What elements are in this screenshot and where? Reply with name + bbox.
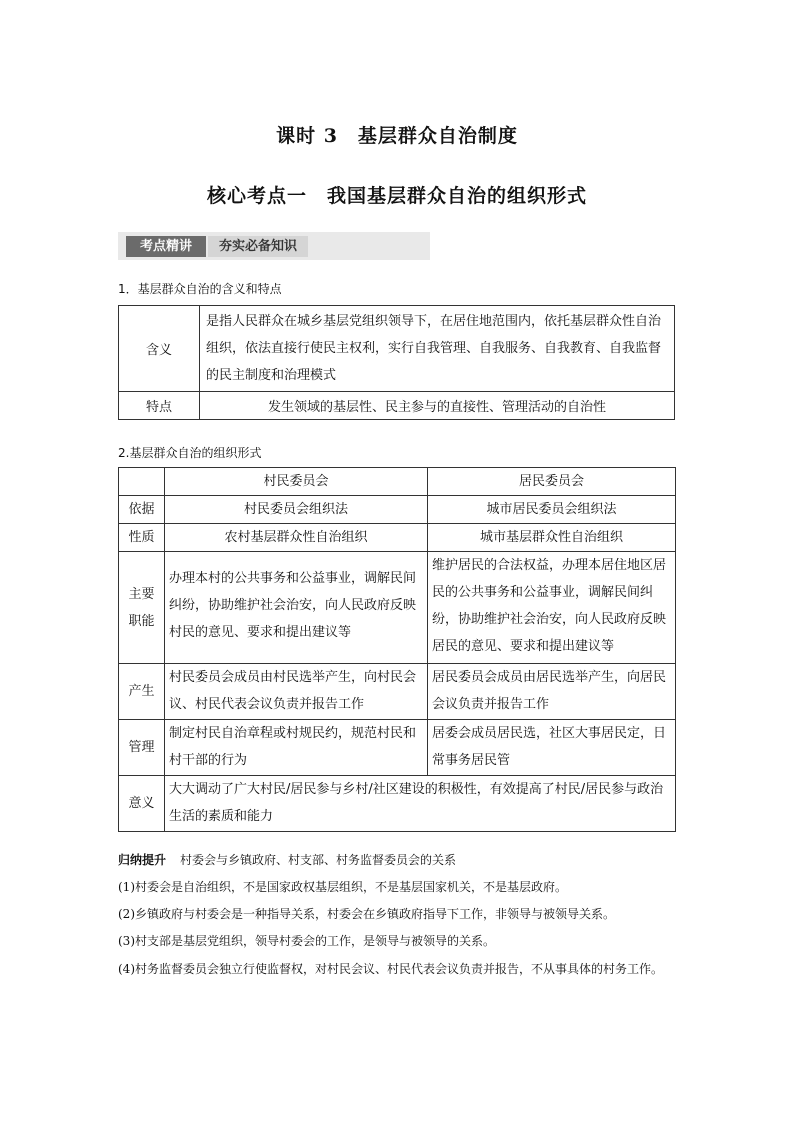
point-title: 核心考点一 我国基层群众自治的组织形式 — [206, 185, 587, 207]
cell: 维护居民的合法权益，办理本居住地区居民的公共事务和公益事业，调解民间纠纷，协助维护社会治安，向人民政府反映居民的意见、要求和提出建议等 — [428, 552, 676, 664]
row-label: 管理 — [119, 720, 165, 776]
row-label: 特点 — [119, 392, 200, 420]
row-label: 性质 — [119, 524, 165, 552]
summary-label: 归纳提升 — [118, 853, 167, 867]
cell: 制定村民自治章程或村规民约，规范村民和村干部的行为 — [165, 720, 428, 776]
table-row — [119, 524, 676, 552]
row-label: 产生 — [119, 664, 165, 720]
summary-item: (2)乡镇政府与村委会是一种指导关系，村委会在乡镇政府指导下工作，非领导与被领导关系。 — [118, 907, 616, 921]
summary-item: (3)村支部是基层党组织，领导村委会的工作，是领导与被领导的关系。 — [118, 934, 496, 948]
cell: 村民委员会组织法 — [165, 496, 428, 524]
tag-hangshi: 夯实必备知识 — [208, 236, 308, 257]
cell: 居委会成员居民选，社区大事居民定，日常事务居民管 — [428, 720, 676, 776]
table-row — [119, 664, 676, 720]
corner-cell — [119, 468, 165, 496]
tag-kaodian: 考点精讲 — [126, 236, 206, 257]
section1-heading: 1．基层群众自治的含义和特点 — [118, 282, 282, 296]
section2-heading: 2.基层群众自治的组织形式 — [118, 446, 262, 460]
row-label: 依据 — [119, 496, 165, 524]
cell: 城市基层群众性自治组织 — [428, 524, 676, 552]
cell: 办理本村的公共事务和公益事业，调解民间纠纷，协助维护社会治安，向人民政府反映村民的意见、要求和提出建议等 — [165, 552, 428, 664]
summary-item: (4)村务监督委员会独立行使监督权，对村民会议、村民代表会议负责并报告，不从事具体的村务工作。 — [118, 962, 664, 976]
row-label: 意义 — [119, 776, 165, 832]
table-row — [119, 720, 676, 776]
table-row — [119, 552, 676, 664]
table-row — [119, 776, 676, 832]
row-label: 主要职能 — [119, 552, 165, 664]
lesson-title: 课时 3 基层群众自治制度 — [276, 125, 518, 147]
row-content: 是指人民群众在城乡基层党组织领导下，在居住地范围内，依托基层群众性自治组织，依法直接行使民主权利，实行自我管理、自我服务、自我教育、自我监督的民主制度和治理模式 — [200, 306, 675, 392]
section-tag-bar — [118, 232, 430, 260]
cell: 居民委员会成员由居民选举产生，向居民会议负责并报告工作 — [428, 664, 676, 720]
table-row — [119, 496, 676, 524]
table-row — [119, 306, 675, 392]
column-header: 居民委员会 — [428, 468, 676, 496]
row-content: 发生领域的基层性、民主参与的直接性、管理活动的自治性 — [200, 392, 675, 420]
summary-title — [118, 847, 680, 873]
row-label: 含义 — [119, 306, 200, 392]
summary-item: (1)村委会是自治组织，不是国家政权基层组织，不是基层国家机关，不是基层政府。 — [118, 880, 568, 894]
cell: 城市居民委员会组织法 — [428, 496, 676, 524]
merged-cell: 大大调动了广大村民/居民参与乡村/社区建设的积极性，有效提高了村民/居民参与政治生活的素质和能力 — [165, 776, 676, 832]
table-header-row — [119, 468, 676, 496]
table-row — [119, 392, 675, 420]
organization-forms-table — [118, 467, 676, 832]
meaning-features-table — [118, 305, 675, 420]
cell: 村民委员会成员由村民选举产生，向村民会议、村民代表会议负责并报告工作 — [165, 664, 428, 720]
summary-heading: 村委会与乡镇政府、村支部、村务监督委员会的关系 — [180, 853, 457, 867]
cell: 农村基层群众性自治组织 — [165, 524, 428, 552]
column-header: 村民委员会 — [165, 468, 428, 496]
